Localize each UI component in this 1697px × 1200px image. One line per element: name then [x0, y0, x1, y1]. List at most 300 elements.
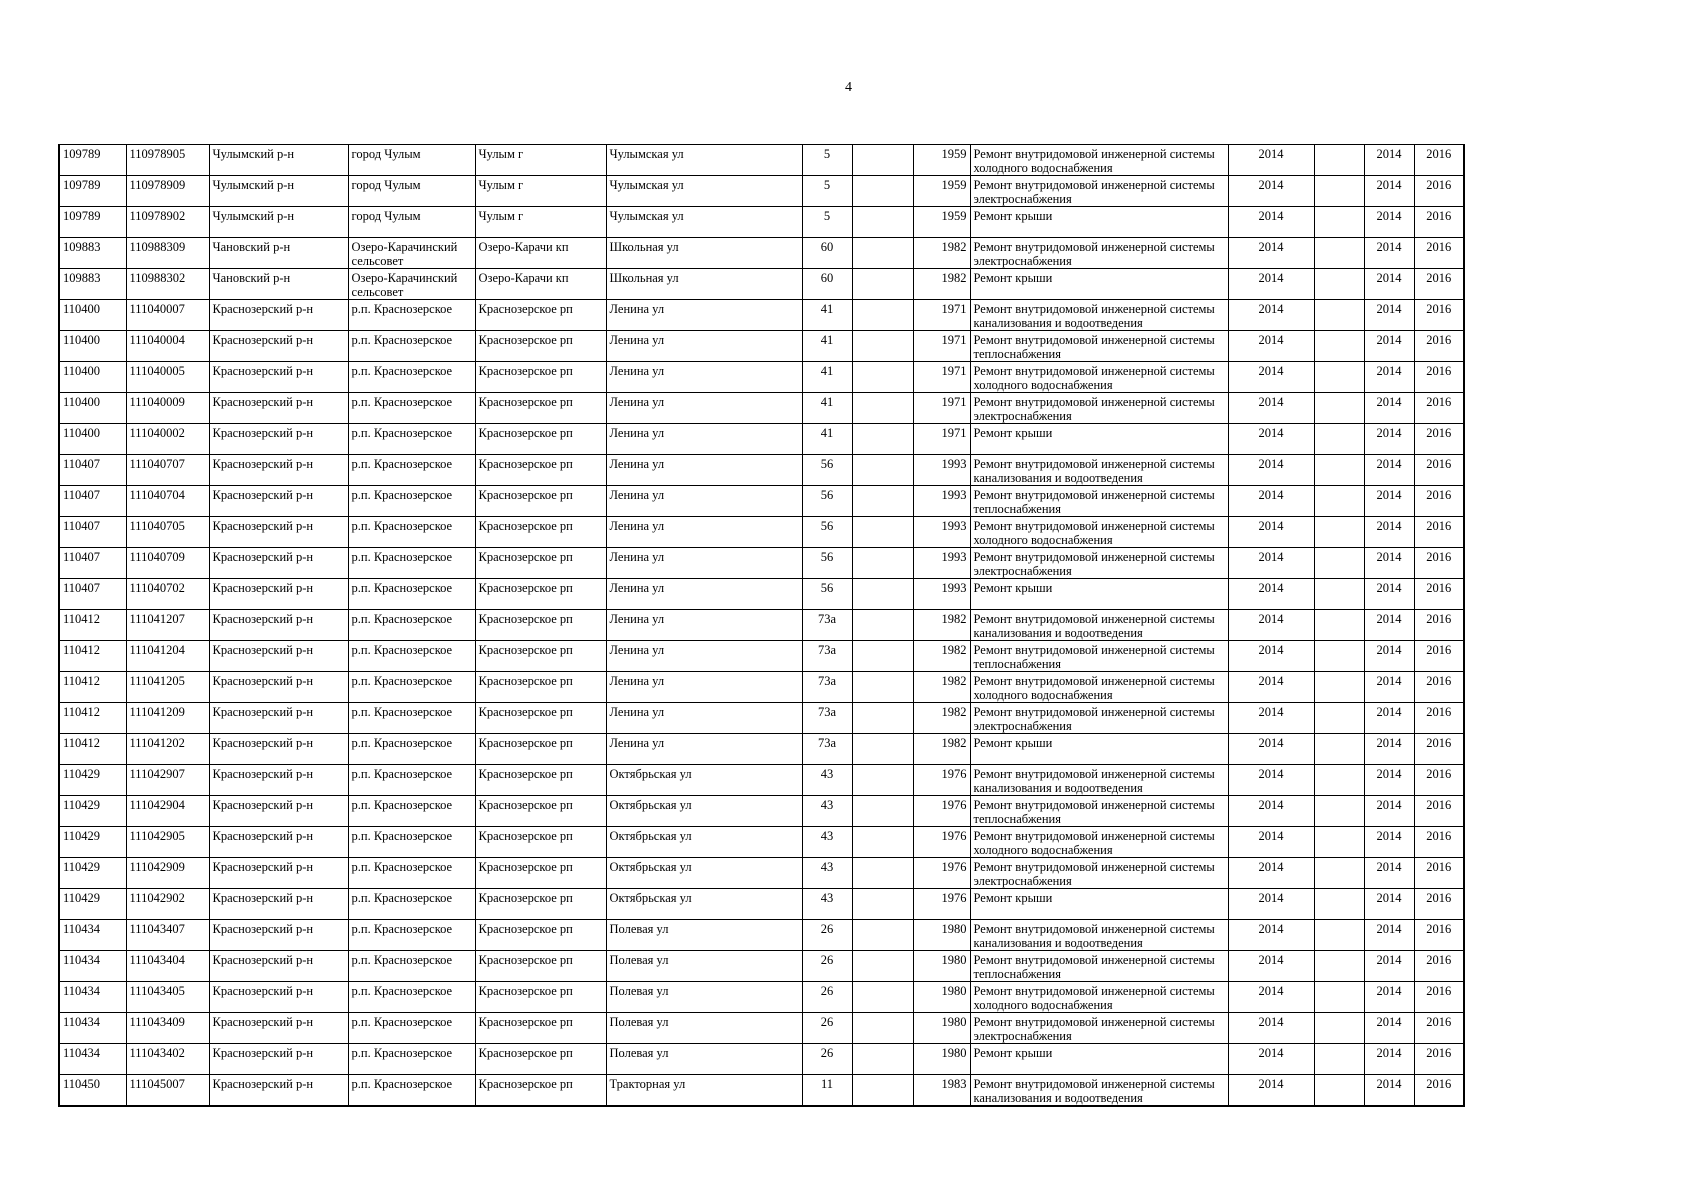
cell-street: Тракторная ул — [606, 1075, 802, 1107]
cell-start-year: 2014 — [1364, 207, 1414, 238]
cell-settlement: Краснозерское рп — [475, 920, 606, 951]
cell-municipality: р.п. Краснозерское — [348, 858, 475, 889]
cell-work-type: Ремонт внутридомовой инженерной системы холодного водоснабжения — [970, 145, 1228, 176]
cell-extra — [1314, 765, 1364, 796]
cell-house-number: 56 — [802, 517, 852, 548]
cell-object-id: 111040707 — [126, 455, 209, 486]
table-row — [59, 176, 1464, 207]
cell-house-number: 56 — [802, 455, 852, 486]
cell-work-type: Ремонт внутридомовой инженерной системы электроснабжения — [970, 238, 1228, 269]
cell-end-year: 2016 — [1414, 176, 1464, 207]
table-row — [59, 1044, 1464, 1075]
cell-build-year: 1959 — [913, 207, 970, 238]
cell-settlement: Краснозерское рп — [475, 765, 606, 796]
cell-house-number: 43 — [802, 765, 852, 796]
cell-district: Краснозерский р-н — [209, 920, 348, 951]
cell-house-id: 110412 — [59, 703, 126, 734]
cell-work-type: Ремонт внутридомовой инженерной системы канализования и водоотведения — [970, 1075, 1228, 1107]
cell-municipality: р.п. Краснозерское — [348, 455, 475, 486]
cell-building — [852, 858, 913, 889]
cell-build-year: 1982 — [913, 269, 970, 300]
cell-building — [852, 827, 913, 858]
cell-build-year: 1971 — [913, 300, 970, 331]
cell-building — [852, 331, 913, 362]
cell-house-id: 110434 — [59, 982, 126, 1013]
cell-house-id: 110429 — [59, 827, 126, 858]
cell-build-year: 1971 — [913, 362, 970, 393]
cell-municipality: город Чулым — [348, 176, 475, 207]
cell-end-year: 2016 — [1414, 765, 1464, 796]
cell-end-year: 2016 — [1414, 1013, 1464, 1044]
cell-building — [852, 145, 913, 176]
cell-house-number: 43 — [802, 796, 852, 827]
table-row — [59, 703, 1464, 734]
cell-house-id: 109789 — [59, 176, 126, 207]
cell-extra — [1314, 1075, 1364, 1107]
cell-extra — [1314, 1013, 1364, 1044]
cell-building — [852, 982, 913, 1013]
cell-extra — [1314, 672, 1364, 703]
cell-house-id: 110412 — [59, 610, 126, 641]
cell-object-id: 111043404 — [126, 951, 209, 982]
cell-building — [852, 1013, 913, 1044]
cell-start-year: 2014 — [1364, 517, 1414, 548]
cell-object-id: 111040704 — [126, 486, 209, 517]
cell-house-number: 73а — [802, 734, 852, 765]
cell-house-number: 5 — [802, 207, 852, 238]
cell-street: Ленина ул — [606, 300, 802, 331]
cell-start-year: 2014 — [1364, 703, 1414, 734]
cell-start-year: 2014 — [1364, 1013, 1414, 1044]
cell-work-type: Ремонт крыши — [970, 207, 1228, 238]
cell-street: Октябрьская ул — [606, 889, 802, 920]
cell-plan-year: 2014 — [1228, 641, 1314, 672]
cell-settlement: Краснозерское рп — [475, 951, 606, 982]
cell-building — [852, 424, 913, 455]
cell-street: Октябрьская ул — [606, 827, 802, 858]
cell-district: Краснозерский р-н — [209, 548, 348, 579]
cell-house-id: 110407 — [59, 455, 126, 486]
cell-build-year: 1982 — [913, 238, 970, 269]
cell-start-year: 2014 — [1364, 362, 1414, 393]
cell-settlement: Краснозерское рп — [475, 1075, 606, 1107]
cell-house-number: 60 — [802, 269, 852, 300]
cell-extra — [1314, 858, 1364, 889]
cell-street: Ленина ул — [606, 362, 802, 393]
cell-street: Чулымская ул — [606, 176, 802, 207]
cell-house-id: 110434 — [59, 1044, 126, 1075]
cell-extra — [1314, 269, 1364, 300]
cell-extra — [1314, 610, 1364, 641]
cell-settlement: Краснозерское рп — [475, 796, 606, 827]
cell-house-id: 110407 — [59, 486, 126, 517]
cell-work-type: Ремонт внутридомовой инженерной системы электроснабжения — [970, 176, 1228, 207]
cell-building — [852, 796, 913, 827]
cell-house-number: 73а — [802, 641, 852, 672]
cell-work-type: Ремонт крыши — [970, 269, 1228, 300]
cell-building — [852, 889, 913, 920]
cell-street: Полевая ул — [606, 1013, 802, 1044]
cell-municipality: р.п. Краснозерское — [348, 548, 475, 579]
cell-extra — [1314, 734, 1364, 765]
table-row — [59, 1075, 1464, 1107]
cell-house-id: 110400 — [59, 362, 126, 393]
cell-district: Чулымский р-н — [209, 207, 348, 238]
cell-settlement: Краснозерское рп — [475, 579, 606, 610]
table-row — [59, 951, 1464, 982]
cell-work-type: Ремонт внутридомовой инженерной системы канализования и водоотведения — [970, 920, 1228, 951]
cell-extra — [1314, 362, 1364, 393]
cell-settlement: Краснозерское рп — [475, 486, 606, 517]
cell-end-year: 2016 — [1414, 207, 1464, 238]
cell-municipality: Озеро-Карачинский сельсовет — [348, 238, 475, 269]
cell-house-id: 110434 — [59, 1013, 126, 1044]
cell-plan-year: 2014 — [1228, 1044, 1314, 1075]
cell-work-type: Ремонт внутридомовой инженерной системы теплоснабжения — [970, 951, 1228, 982]
cell-extra — [1314, 517, 1364, 548]
cell-plan-year: 2014 — [1228, 486, 1314, 517]
cell-plan-year: 2014 — [1228, 827, 1314, 858]
cell-street: Школьная ул — [606, 238, 802, 269]
cell-municipality: р.п. Краснозерское — [348, 1044, 475, 1075]
cell-building — [852, 455, 913, 486]
table-row — [59, 765, 1464, 796]
cell-work-type: Ремонт крыши — [970, 424, 1228, 455]
cell-house-id: 110412 — [59, 672, 126, 703]
cell-work-type: Ремонт внутридомовой инженерной системы электроснабжения — [970, 548, 1228, 579]
cell-work-type: Ремонт внутридомовой инженерной системы электроснабжения — [970, 393, 1228, 424]
cell-plan-year: 2014 — [1228, 1075, 1314, 1107]
table-row — [59, 610, 1464, 641]
cell-municipality: р.п. Краснозерское — [348, 920, 475, 951]
cell-extra — [1314, 455, 1364, 486]
cell-build-year: 1993 — [913, 517, 970, 548]
page-number: 4 — [845, 80, 852, 95]
cell-district: Краснозерский р-н — [209, 982, 348, 1013]
cell-street: Чулымская ул — [606, 145, 802, 176]
cell-work-type: Ремонт внутридомовой инженерной системы канализования и водоотведения — [970, 765, 1228, 796]
cell-settlement: Краснозерское рп — [475, 827, 606, 858]
cell-end-year: 2016 — [1414, 641, 1464, 672]
cell-house-number: 5 — [802, 145, 852, 176]
cell-house-number: 26 — [802, 920, 852, 951]
cell-municipality: р.п. Краснозерское — [348, 827, 475, 858]
cell-building — [852, 1075, 913, 1107]
cell-extra — [1314, 331, 1364, 362]
cell-extra — [1314, 827, 1364, 858]
table-row — [59, 858, 1464, 889]
cell-extra — [1314, 207, 1364, 238]
cell-house-id: 110429 — [59, 889, 126, 920]
cell-municipality: р.п. Краснозерское — [348, 579, 475, 610]
cell-settlement: Краснозерское рп — [475, 858, 606, 889]
cell-build-year: 1993 — [913, 455, 970, 486]
cell-plan-year: 2014 — [1228, 579, 1314, 610]
table-row — [59, 145, 1464, 176]
cell-build-year: 1976 — [913, 827, 970, 858]
cell-extra — [1314, 920, 1364, 951]
cell-build-year: 1971 — [913, 393, 970, 424]
cell-district: Краснозерский р-н — [209, 331, 348, 362]
cell-work-type: Ремонт внутридомовой инженерной системы холодного водоснабжения — [970, 672, 1228, 703]
cell-build-year: 1993 — [913, 486, 970, 517]
cell-plan-year: 2014 — [1228, 548, 1314, 579]
cell-work-type: Ремонт внутридомовой инженерной системы электроснабжения — [970, 1013, 1228, 1044]
cell-plan-year: 2014 — [1228, 517, 1314, 548]
cell-build-year: 1993 — [913, 548, 970, 579]
cell-building — [852, 393, 913, 424]
cell-building — [852, 765, 913, 796]
cell-house-number: 41 — [802, 424, 852, 455]
cell-street: Ленина ул — [606, 548, 802, 579]
cell-settlement: Краснозерское рп — [475, 362, 606, 393]
cell-municipality: р.п. Краснозерское — [348, 734, 475, 765]
cell-end-year: 2016 — [1414, 424, 1464, 455]
cell-house-id: 110429 — [59, 796, 126, 827]
registry-body — [59, 145, 1464, 1107]
cell-object-id: 111040009 — [126, 393, 209, 424]
cell-work-type: Ремонт внутридомовой инженерной системы холодного водоснабжения — [970, 982, 1228, 1013]
cell-district: Краснозерский р-н — [209, 703, 348, 734]
cell-district: Краснозерский р-н — [209, 579, 348, 610]
cell-street: Полевая ул — [606, 951, 802, 982]
cell-plan-year: 2014 — [1228, 765, 1314, 796]
cell-work-type: Ремонт внутридомовой инженерной системы холодного водоснабжения — [970, 827, 1228, 858]
cell-build-year: 1982 — [913, 703, 970, 734]
cell-street: Ленина ул — [606, 331, 802, 362]
cell-end-year: 2016 — [1414, 393, 1464, 424]
cell-building — [852, 300, 913, 331]
cell-district: Краснозерский р-н — [209, 1013, 348, 1044]
cell-street: Школьная ул — [606, 269, 802, 300]
cell-end-year: 2016 — [1414, 145, 1464, 176]
cell-municipality: р.п. Краснозерское — [348, 889, 475, 920]
cell-house-id: 109789 — [59, 145, 126, 176]
cell-district: Краснозерский р-н — [209, 610, 348, 641]
cell-house-number: 73а — [802, 672, 852, 703]
cell-plan-year: 2014 — [1228, 331, 1314, 362]
cell-extra — [1314, 393, 1364, 424]
cell-extra — [1314, 982, 1364, 1013]
cell-district: Чулымский р-н — [209, 176, 348, 207]
cell-end-year: 2016 — [1414, 1044, 1464, 1075]
cell-object-id: 111042909 — [126, 858, 209, 889]
cell-settlement: Краснозерское рп — [475, 455, 606, 486]
cell-building — [852, 610, 913, 641]
cell-extra — [1314, 796, 1364, 827]
cell-plan-year: 2014 — [1228, 269, 1314, 300]
cell-municipality: р.п. Краснозерское — [348, 393, 475, 424]
cell-house-number: 41 — [802, 393, 852, 424]
cell-start-year: 2014 — [1364, 269, 1414, 300]
cell-street: Ленина ул — [606, 455, 802, 486]
cell-extra — [1314, 579, 1364, 610]
cell-plan-year: 2014 — [1228, 300, 1314, 331]
cell-building — [852, 238, 913, 269]
cell-plan-year: 2014 — [1228, 796, 1314, 827]
cell-end-year: 2016 — [1414, 548, 1464, 579]
table-row — [59, 1013, 1464, 1044]
cell-building — [852, 703, 913, 734]
cell-settlement: Краснозерское рп — [475, 703, 606, 734]
cell-district: Краснозерский р-н — [209, 765, 348, 796]
cell-settlement: Краснозерское рп — [475, 982, 606, 1013]
table-row — [59, 734, 1464, 765]
cell-house-id: 110412 — [59, 734, 126, 765]
cell-end-year: 2016 — [1414, 734, 1464, 765]
cell-object-id: 111040005 — [126, 362, 209, 393]
cell-street: Ленина ул — [606, 486, 802, 517]
cell-building — [852, 1044, 913, 1075]
cell-build-year: 1980 — [913, 920, 970, 951]
cell-extra — [1314, 238, 1364, 269]
cell-municipality: р.п. Краснозерское — [348, 703, 475, 734]
cell-street: Ленина ул — [606, 610, 802, 641]
cell-build-year: 1980 — [913, 982, 970, 1013]
cell-start-year: 2014 — [1364, 331, 1414, 362]
cell-build-year: 1980 — [913, 951, 970, 982]
cell-settlement: Краснозерское рп — [475, 641, 606, 672]
cell-end-year: 2016 — [1414, 610, 1464, 641]
cell-build-year: 1976 — [913, 858, 970, 889]
cell-work-type: Ремонт внутридомовой инженерной системы теплоснабжения — [970, 796, 1228, 827]
cell-municipality: р.п. Краснозерское — [348, 765, 475, 796]
cell-settlement: Краснозерское рп — [475, 672, 606, 703]
cell-street: Ленина ул — [606, 579, 802, 610]
cell-district: Краснозерский р-н — [209, 517, 348, 548]
cell-district: Чановский р-н — [209, 269, 348, 300]
cell-settlement: Краснозерское рп — [475, 393, 606, 424]
cell-house-number: 73а — [802, 610, 852, 641]
cell-plan-year: 2014 — [1228, 858, 1314, 889]
cell-settlement: Чулым г — [475, 176, 606, 207]
cell-house-id: 110412 — [59, 641, 126, 672]
cell-object-id: 111043405 — [126, 982, 209, 1013]
cell-extra — [1314, 548, 1364, 579]
table-row — [59, 238, 1464, 269]
cell-street: Полевая ул — [606, 920, 802, 951]
cell-start-year: 2014 — [1364, 176, 1414, 207]
cell-settlement: Краснозерское рп — [475, 610, 606, 641]
cell-object-id: 111040004 — [126, 331, 209, 362]
cell-municipality: р.п. Краснозерское — [348, 517, 475, 548]
table-row — [59, 920, 1464, 951]
cell-municipality: р.п. Краснозерское — [348, 796, 475, 827]
cell-settlement: Краснозерское рп — [475, 1044, 606, 1075]
cell-house-number: 60 — [802, 238, 852, 269]
cell-extra — [1314, 703, 1364, 734]
cell-start-year: 2014 — [1364, 858, 1414, 889]
cell-house-number: 73а — [802, 703, 852, 734]
cell-district: Краснозерский р-н — [209, 641, 348, 672]
cell-work-type: Ремонт внутридомовой инженерной системы холодного водоснабжения — [970, 362, 1228, 393]
cell-plan-year: 2014 — [1228, 424, 1314, 455]
cell-build-year: 1971 — [913, 424, 970, 455]
cell-settlement: Краснозерское рп — [475, 1013, 606, 1044]
registry-table — [58, 144, 1465, 1107]
cell-build-year: 1983 — [913, 1075, 970, 1107]
cell-building — [852, 517, 913, 548]
cell-house-id: 109883 — [59, 269, 126, 300]
cell-start-year: 2014 — [1364, 672, 1414, 703]
cell-settlement: Краснозерское рп — [475, 424, 606, 455]
cell-start-year: 2014 — [1364, 548, 1414, 579]
cell-work-type: Ремонт внутридомовой инженерной системы канализования и водоотведения — [970, 300, 1228, 331]
cell-extra — [1314, 1044, 1364, 1075]
cell-plan-year: 2014 — [1228, 734, 1314, 765]
cell-house-number: 26 — [802, 1013, 852, 1044]
cell-start-year: 2014 — [1364, 982, 1414, 1013]
table-row — [59, 455, 1464, 486]
cell-settlement: Краснозерское рп — [475, 300, 606, 331]
cell-municipality: р.п. Краснозерское — [348, 951, 475, 982]
cell-district: Краснозерский р-н — [209, 455, 348, 486]
cell-settlement: Краснозерское рп — [475, 548, 606, 579]
cell-plan-year: 2014 — [1228, 672, 1314, 703]
cell-object-id: 110988309 — [126, 238, 209, 269]
cell-municipality: р.п. Краснозерское — [348, 1075, 475, 1107]
cell-plan-year: 2014 — [1228, 703, 1314, 734]
cell-street: Ленина ул — [606, 641, 802, 672]
cell-object-id: 111041209 — [126, 703, 209, 734]
cell-house-id: 110400 — [59, 300, 126, 331]
cell-house-id: 109789 — [59, 207, 126, 238]
cell-end-year: 2016 — [1414, 920, 1464, 951]
cell-work-type: Ремонт внутридомовой инженерной системы холодного водоснабжения — [970, 517, 1228, 548]
table-row — [59, 827, 1464, 858]
cell-extra — [1314, 641, 1364, 672]
cell-object-id: 111040007 — [126, 300, 209, 331]
cell-object-id: 111042905 — [126, 827, 209, 858]
cell-work-type: Ремонт внутридомовой инженерной системы электроснабжения — [970, 858, 1228, 889]
cell-build-year: 1976 — [913, 765, 970, 796]
cell-street: Ленина ул — [606, 424, 802, 455]
cell-district: Краснозерский р-н — [209, 951, 348, 982]
cell-municipality: город Чулым — [348, 145, 475, 176]
cell-house-number: 43 — [802, 858, 852, 889]
cell-object-id: 111041207 — [126, 610, 209, 641]
table-row — [59, 579, 1464, 610]
cell-start-year: 2014 — [1364, 920, 1414, 951]
cell-building — [852, 734, 913, 765]
cell-house-number: 41 — [802, 362, 852, 393]
cell-end-year: 2016 — [1414, 269, 1464, 300]
cell-start-year: 2014 — [1364, 300, 1414, 331]
cell-object-id: 111043402 — [126, 1044, 209, 1075]
cell-build-year: 1980 — [913, 1013, 970, 1044]
cell-extra — [1314, 486, 1364, 517]
cell-object-id: 110988302 — [126, 269, 209, 300]
table-row — [59, 517, 1464, 548]
cell-house-number: 56 — [802, 486, 852, 517]
cell-object-id: 111043409 — [126, 1013, 209, 1044]
cell-building — [852, 920, 913, 951]
cell-street: Чулымская ул — [606, 207, 802, 238]
cell-end-year: 2016 — [1414, 331, 1464, 362]
cell-object-id: 111040002 — [126, 424, 209, 455]
cell-street: Полевая ул — [606, 982, 802, 1013]
cell-house-number: 56 — [802, 579, 852, 610]
cell-district: Краснозерский р-н — [209, 672, 348, 703]
cell-end-year: 2016 — [1414, 703, 1464, 734]
cell-build-year: 1982 — [913, 610, 970, 641]
cell-end-year: 2016 — [1414, 672, 1464, 703]
cell-start-year: 2014 — [1364, 486, 1414, 517]
cell-district: Краснозерский р-н — [209, 827, 348, 858]
cell-start-year: 2014 — [1364, 734, 1414, 765]
cell-end-year: 2016 — [1414, 1075, 1464, 1107]
cell-build-year: 1976 — [913, 796, 970, 827]
